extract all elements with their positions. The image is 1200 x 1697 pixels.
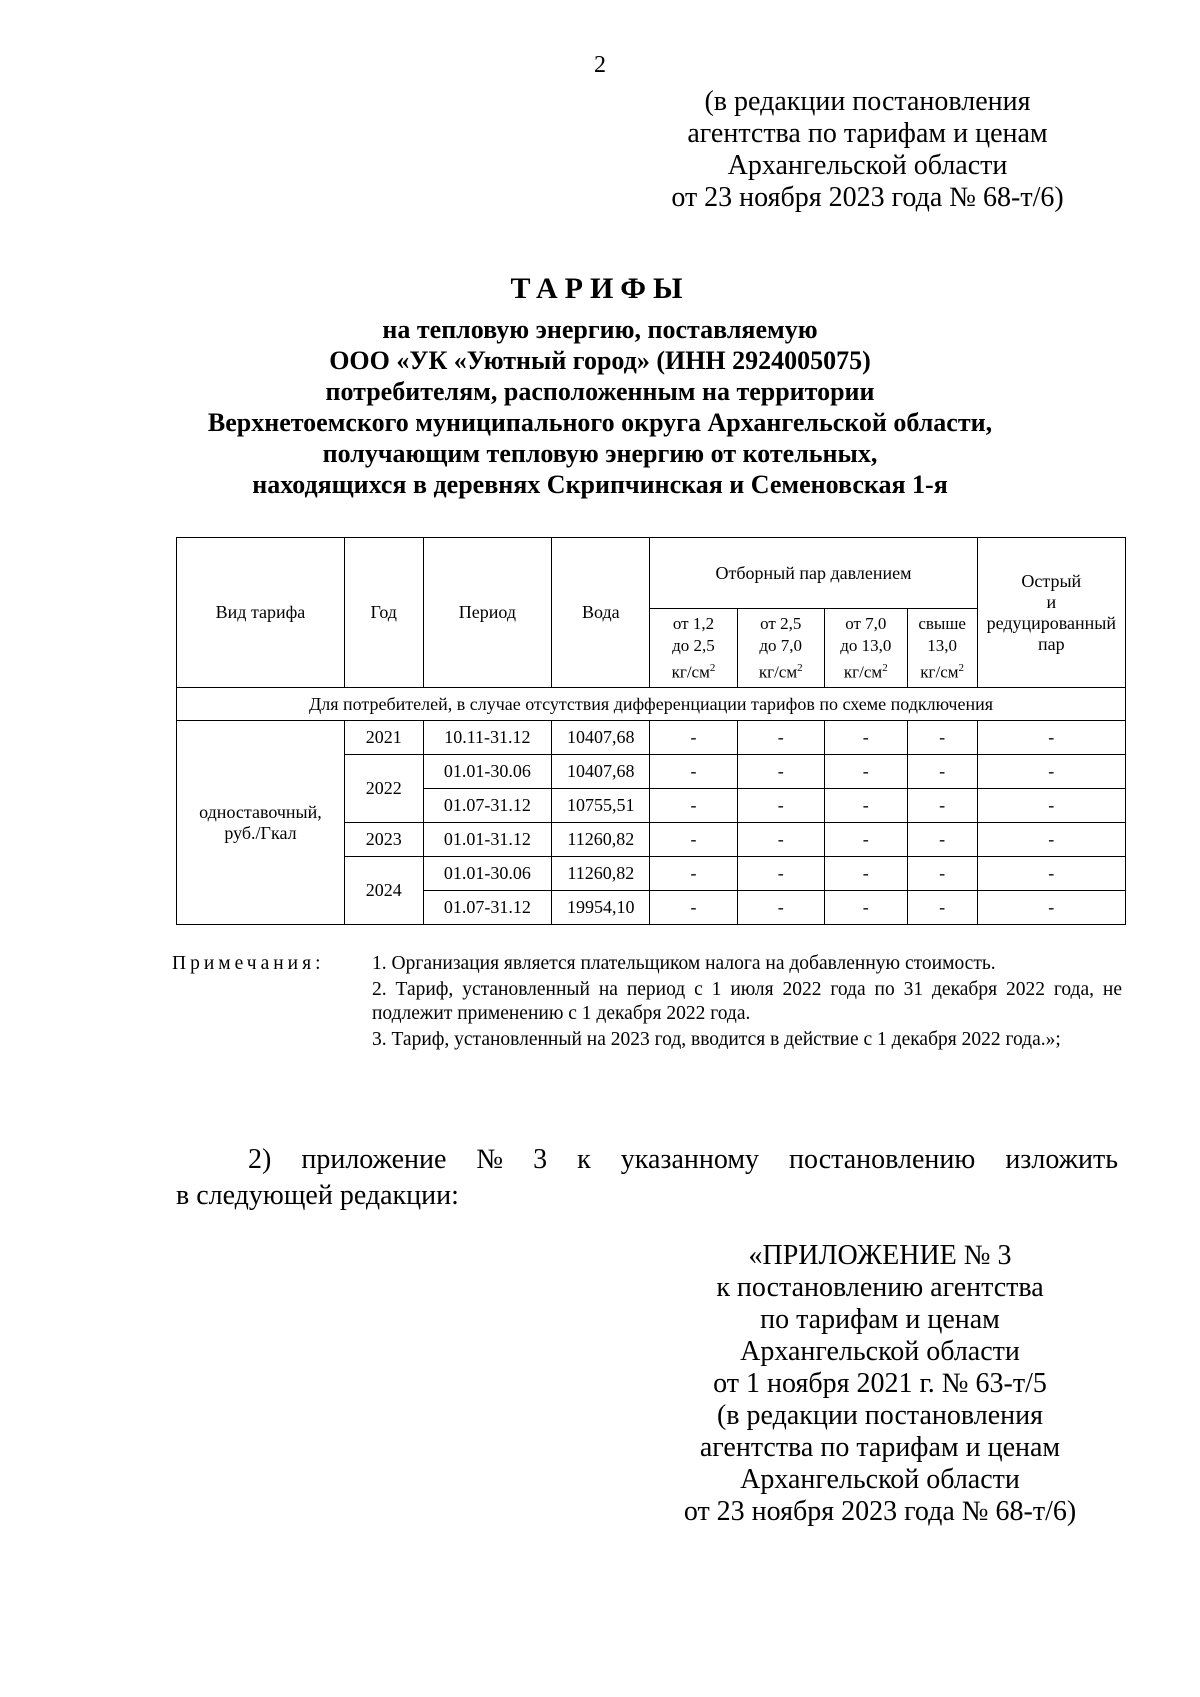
year-cell: 2021 (344, 721, 423, 755)
header-year: Год (344, 538, 423, 688)
header-water: Вода (552, 538, 650, 688)
steam-cell: - (824, 721, 907, 755)
steam-cell: - (824, 755, 907, 789)
header-unit (825, 657, 907, 684)
year-cell: 2022 (344, 755, 423, 823)
header-text: Острый (1021, 570, 1082, 591)
steam-cell: - (737, 755, 824, 789)
tariff-unit: руб./Гкал (224, 822, 297, 843)
appendix-header (660, 1240, 1100, 1528)
edition-line: агентства по тарифам и ценам (687, 118, 1048, 149)
header-text: свыше (918, 613, 966, 633)
subtitle-line: находящихся в деревнях Скрипчинская и Семеновская 1-я (252, 470, 948, 499)
appendix-line: агентства по тарифам и ценам (699, 1432, 1061, 1463)
header-tariff-type: Вид тарифа (177, 538, 345, 688)
sharp-steam-cell: - (977, 823, 1125, 857)
header-text: редуцированный (986, 612, 1116, 633)
header-steam-group: Отборный пар давлением (650, 538, 977, 609)
edition-line: от 23 ноября 2023 года № 68-т/6) (671, 182, 1064, 213)
period-cell: 01.01-30.06 (423, 857, 552, 891)
water-cell: 10407,68 (552, 721, 650, 755)
header-text: кг/см (843, 662, 883, 682)
header-text: кг/см (758, 662, 798, 682)
sharp-steam-cell: - (977, 857, 1125, 891)
paragraph-word: указанному (620, 1144, 760, 1175)
period-cell: 01.01-31.12 (423, 823, 552, 857)
year-cell: 2024 (344, 857, 423, 925)
appendix-line: от 23 ноября 2023 года № 68-т/6) (683, 1496, 1077, 1527)
year-cell: 2023 (344, 823, 423, 857)
appendix-line: «ПРИЛОЖЕНИЕ № 3 (748, 1240, 1012, 1271)
water-cell: 10407,68 (552, 755, 650, 789)
water-cell: 11260,82 (552, 857, 650, 891)
header-text: и (1046, 591, 1057, 612)
subtitle-line: ООО «УК «Уютный город» (ИНН 2924005075) (329, 346, 871, 375)
header-text: от 2,5 (760, 613, 802, 633)
section-row (177, 688, 1126, 721)
period-cell: 10.11-31.12 (423, 721, 552, 755)
steam-cell: - (650, 857, 737, 891)
amendment-paragraph (176, 1142, 1118, 1214)
steam-cell: - (824, 823, 907, 857)
header-text: от 1,2 (672, 613, 715, 633)
steam-cell: - (737, 823, 824, 857)
tariff-name: одноставочный, (199, 801, 322, 822)
steam-cell: - (824, 891, 907, 925)
header-unit (738, 657, 824, 684)
header-period: Период (423, 538, 552, 688)
steam-cell: - (650, 755, 737, 789)
steam-cell: - (907, 721, 977, 755)
header-sup: 2 (709, 661, 716, 674)
edition-note-top (640, 86, 1095, 214)
header-text: от 7,0 (845, 613, 887, 633)
header-text: 13,0 (927, 635, 958, 655)
header-sharp-steam (977, 538, 1125, 688)
steam-cell: - (907, 755, 977, 789)
steam-cell: - (824, 857, 907, 891)
paragraph-line (176, 1142, 1118, 1178)
subtitle-line: Верхнетоемского муниципального округа Архангельской области, (207, 408, 993, 437)
header-sup: 2 (958, 661, 965, 674)
header-text: пар (1037, 633, 1065, 654)
appendix-line: (в редакции постановления (716, 1400, 1044, 1431)
paragraph-word: № (476, 1144, 504, 1175)
steam-cell: - (824, 789, 907, 823)
period-cell: 01.07-31.12 (423, 789, 552, 823)
steam-cell: - (650, 823, 737, 857)
subtitle-line: потребителям, расположенным на территории (325, 377, 875, 406)
paragraph-word: изложить (1005, 1144, 1118, 1175)
sharp-steam-cell: - (977, 721, 1125, 755)
tariff-table (176, 537, 1126, 925)
header-steam-col-3 (824, 609, 907, 688)
steam-cell: - (907, 823, 977, 857)
paragraph-line: в следующей редакции: (176, 1180, 459, 1211)
paragraph-word: приложение (301, 1144, 447, 1175)
header-text: до 7,0 (759, 635, 803, 655)
header-unit (908, 657, 977, 684)
sharp-steam-cell: - (977, 891, 1125, 925)
note-item: 3. Тариф, установленный на 2023 год, вводится в действие с 1 декабря 2022 года.»; (372, 1029, 1061, 1050)
edition-line: Архангельской области (727, 150, 1008, 181)
steam-cell: - (737, 721, 824, 755)
note-item: 1. Организация является плательщиком налога на добавленную стоимость. (372, 953, 996, 974)
table-row (177, 721, 1126, 755)
water-cell: 11260,82 (552, 823, 650, 857)
steam-cell: - (650, 891, 737, 925)
steam-cell: - (737, 891, 824, 925)
steam-cell: - (907, 789, 977, 823)
header-steam-col-1 (650, 609, 737, 688)
header-text: до 2,5 (672, 635, 715, 655)
header-text: кг/см (671, 662, 710, 682)
steam-cell: - (907, 857, 977, 891)
steam-cell: - (650, 789, 737, 823)
subtitle-line: на тепловую энергию, поставляемую (382, 315, 818, 344)
period-cell: 01.01-30.06 (423, 755, 552, 789)
header-row (177, 538, 1126, 609)
appendix-line: по тарифам и ценам (760, 1304, 1000, 1335)
appendix-line: от 1 ноября 2021 г. № 63-т/5 (713, 1368, 1047, 1399)
paragraph-word: 2) (248, 1144, 272, 1175)
edition-line: (в редакции постановления (704, 86, 1031, 117)
header-unit (650, 657, 736, 684)
appendix-line: Архангельской области (740, 1336, 1020, 1367)
steam-cell: - (907, 891, 977, 925)
header-text: кг/см (920, 662, 959, 682)
steam-cell: - (650, 721, 737, 755)
header-sup: 2 (797, 661, 803, 674)
paragraph-word: к (577, 1144, 591, 1175)
page-number: 2 (594, 52, 606, 78)
paragraph-word: 3 (533, 1144, 548, 1175)
water-cell: 19954,10 (552, 891, 650, 925)
title-block (120, 272, 1080, 500)
notes-list (372, 952, 1122, 1054)
doc-title: ТАРИФЫ (510, 272, 690, 305)
notes-label: Примечания: (172, 953, 325, 974)
steam-cell: - (737, 857, 824, 891)
appendix-line: Архангельской области (740, 1464, 1020, 1495)
appendix-line: к постановлению агентства (716, 1272, 1044, 1303)
sharp-steam-cell: - (977, 755, 1125, 789)
steam-cell: - (737, 789, 824, 823)
note-item: 2. Тариф, установленный на период с 1 июля 2022 года по 31 декабря 2022 года, не подлежит применению с 1 декабря 2022 года. (372, 979, 1122, 1024)
tariff-name-cell (177, 721, 345, 925)
sharp-steam-cell: - (977, 789, 1125, 823)
paragraph-word: постановлению (789, 1144, 976, 1175)
header-text: до 13,0 (840, 635, 892, 655)
section-label: Для потребителей, в случае отсутствия дифференциации тарифов по схеме подключения (177, 688, 1126, 721)
header-steam-col-4 (907, 609, 977, 688)
subtitle-line: получающим тепловую энергию от котельных, (322, 439, 878, 468)
header-sup: 2 (882, 661, 888, 674)
period-cell: 01.07-31.12 (423, 891, 552, 925)
header-steam-col-2 (737, 609, 824, 688)
water-cell: 10755,51 (552, 789, 650, 823)
